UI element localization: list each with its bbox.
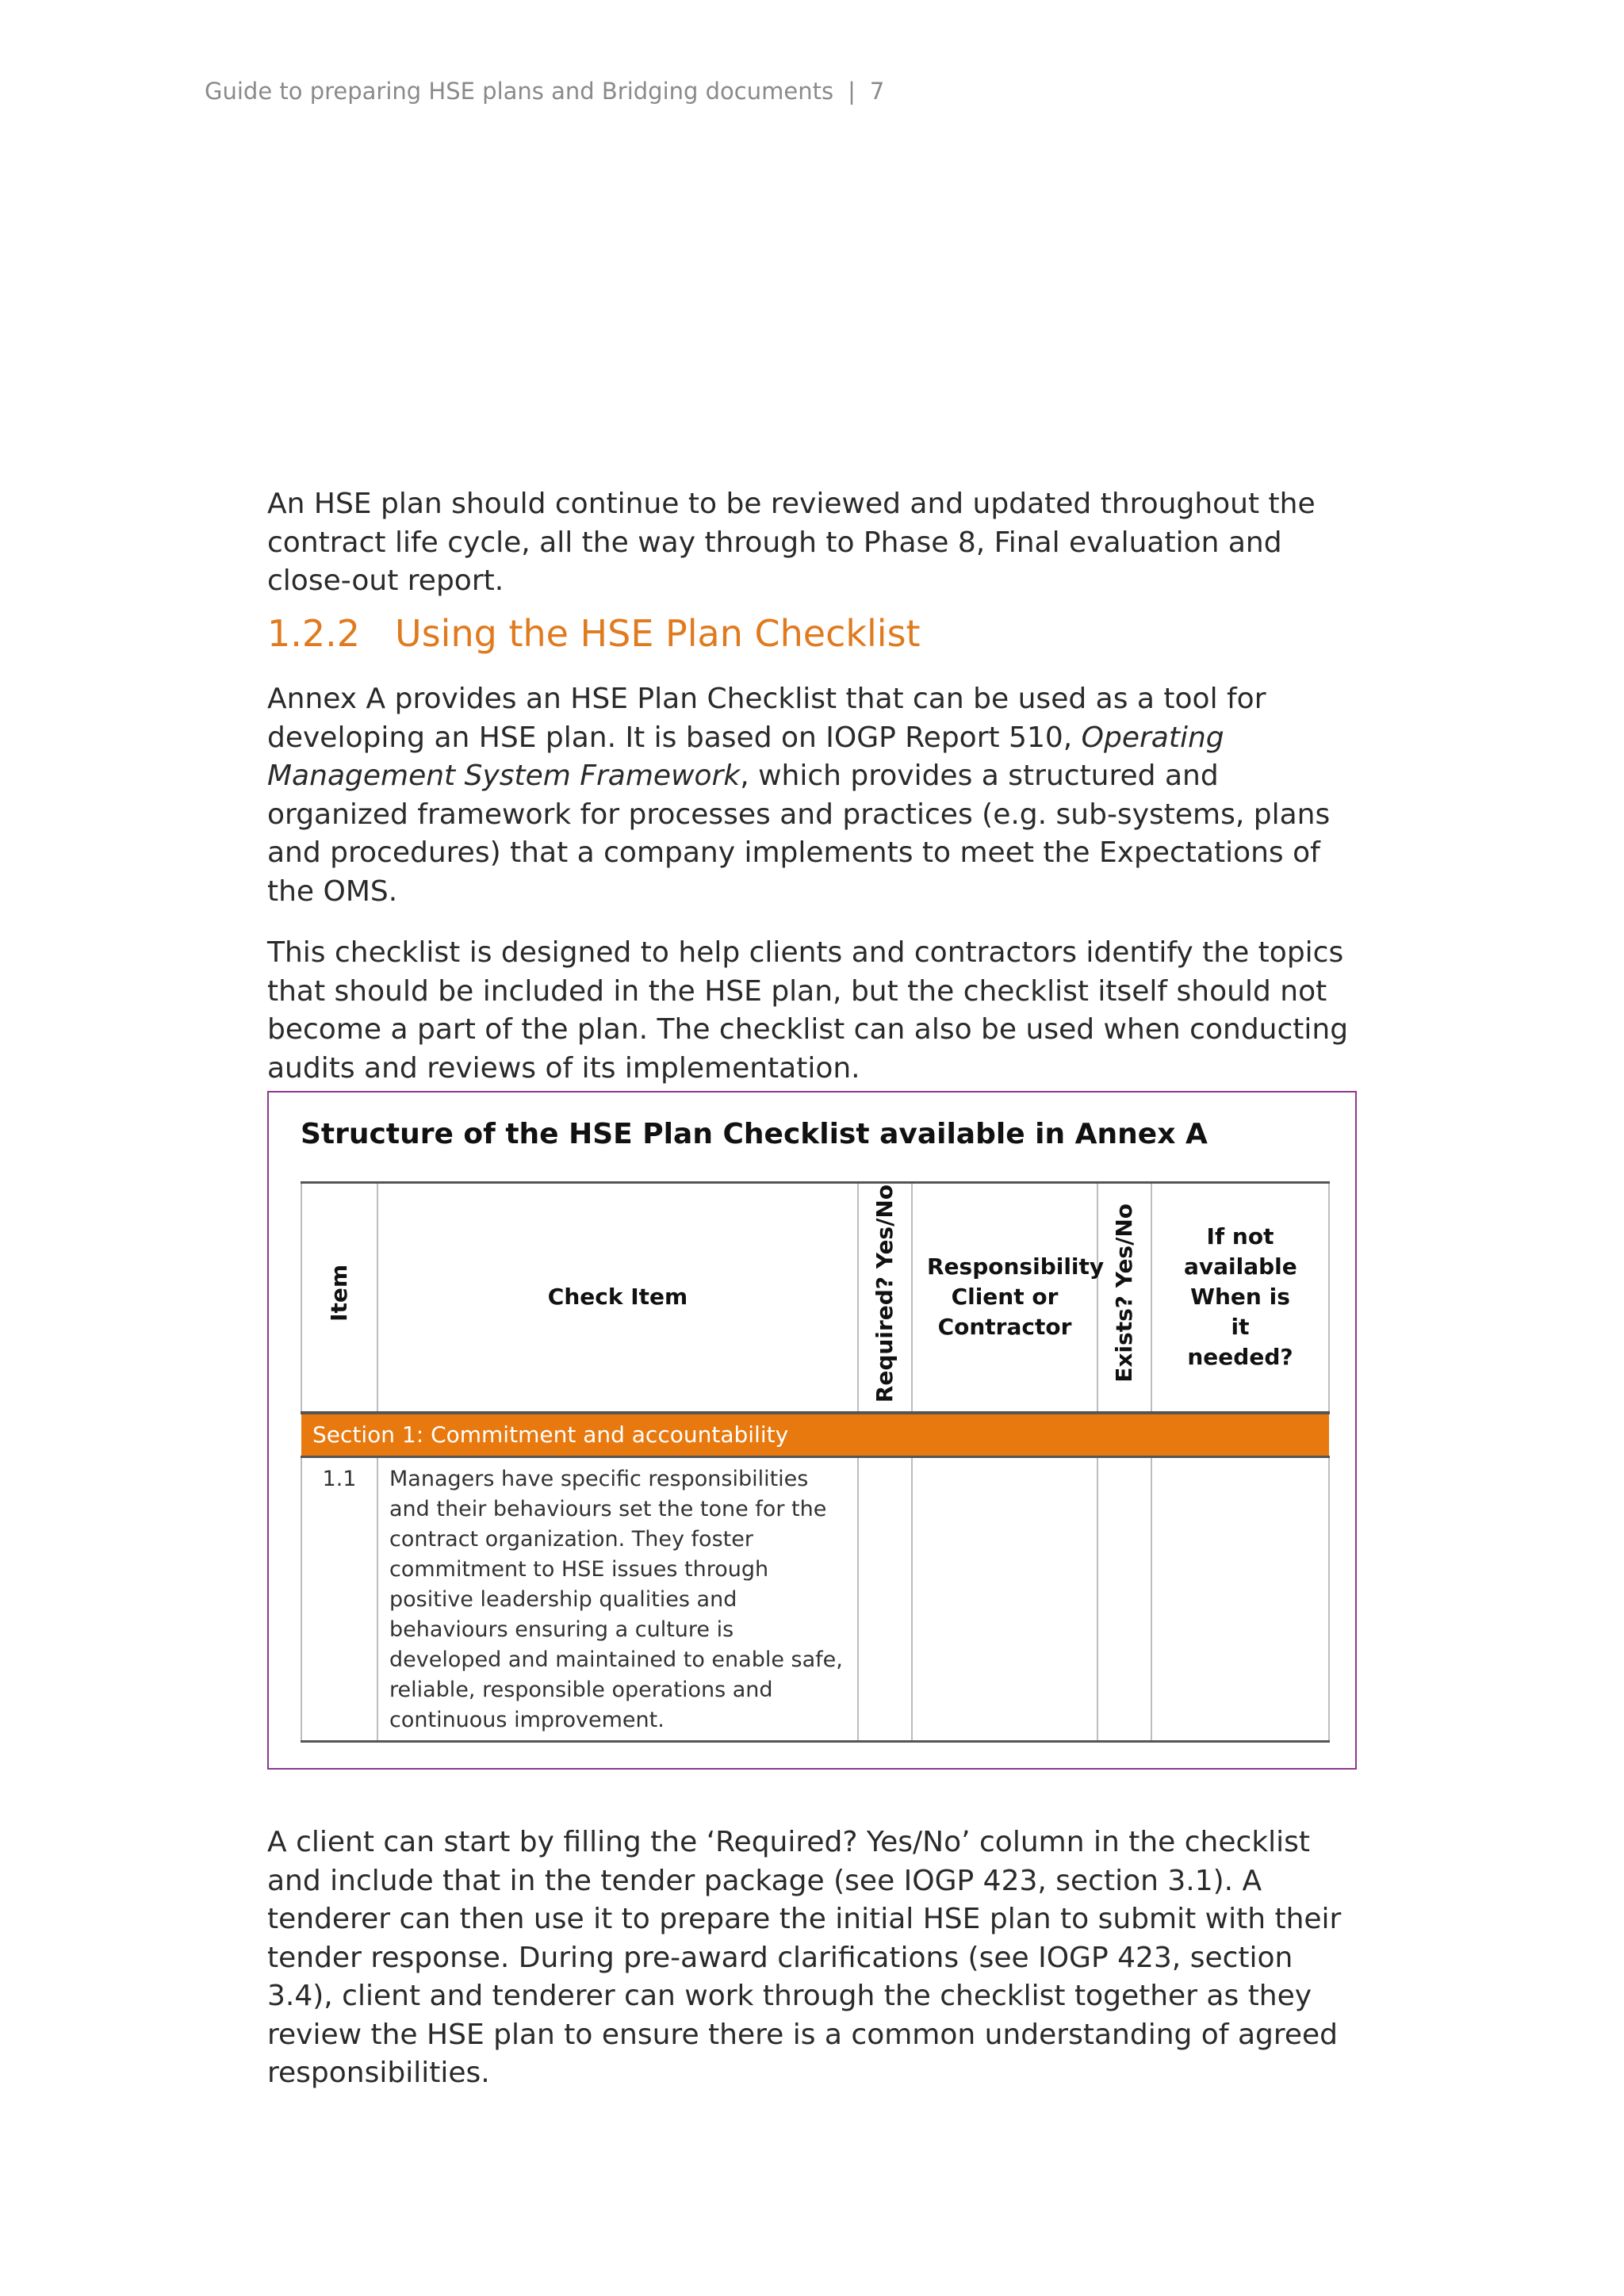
column-header-exists: Exists? Yes/No xyxy=(1097,1183,1151,1413)
column-header-item: Item xyxy=(301,1183,377,1413)
intro-paragraph: An HSE plan should continue to be reviewed and updated throughout the contract life cycle, all the way through to Phase 8, Final evaluation and close-out report. xyxy=(267,488,1316,597)
table-row xyxy=(301,1456,1329,1741)
para1-text-after: , which provides a structured and organized framework for processes and practices (e.g. sub-systems, plans and procedures) that a company implements to meet the Expectations of the OMS. xyxy=(267,760,1331,908)
paragraph-annex-a xyxy=(267,680,1362,911)
header-separator: | xyxy=(848,78,856,105)
section-title: Using the HSE Plan Checklist xyxy=(395,612,921,655)
row-item-number: 1.1 xyxy=(301,1456,377,1741)
row-exists-cell xyxy=(1097,1456,1151,1741)
running-header xyxy=(205,78,884,105)
checklist-structure-table xyxy=(301,1181,1330,1743)
callout-title: Structure of the HSE Plan Checklist available in Annex A xyxy=(301,1118,1208,1150)
row-responsibility-cell xyxy=(912,1456,1097,1741)
checklist-callout-box xyxy=(267,1091,1357,1770)
section-body xyxy=(267,680,1362,1088)
row-if-not-available-cell xyxy=(1151,1456,1329,1741)
section-heading xyxy=(267,612,921,655)
paragraph-checklist-purpose: This checklist is designed to help clients and contractors identify the topics that should be included in the HSE plan, but the checklist itself should not become a part of the plan. The checklist can also be used when conducting audits and reviews of its implementation. xyxy=(267,936,1349,1085)
section-row xyxy=(301,1413,1329,1457)
column-header-required: Required? Yes/No xyxy=(858,1183,912,1413)
row-required-cell xyxy=(858,1456,912,1741)
document-title: Guide to preparing HSE plans and Bridging documents xyxy=(205,78,834,105)
column-header-check-item: Check Item xyxy=(377,1183,858,1413)
column-header-responsibility: Responsibility Client or Contractor xyxy=(912,1183,1097,1413)
closing-block xyxy=(267,1823,1362,2093)
section-number: 1.2.2 xyxy=(267,612,361,655)
closing-paragraph: A client can start by filling the ‘Required? Yes/No’ column in the checklist and include that in the tender package (see IOGP 423, section 3.1). A tenderer can then use it to prepare the initial HSE plan to submit with their tender response. During pre-award clarifications (see IOGP 423, section 3.4), client and tenderer can work through the checklist together as they review the HSE plan to ensure there is a common understanding of agreed responsibilities. xyxy=(267,1826,1342,2089)
report-title-italic: Operating Management System Framework xyxy=(267,721,1224,792)
para1-text-before: Annex A provides an HSE Plan Checklist that can be used as a tool for developing an HSE plan. It is based on IOGP Report 510, xyxy=(267,683,1266,754)
column-header-if-not-available: If not available When is it needed? xyxy=(1151,1183,1329,1413)
row-check-item-text: Managers have specific responsibilities and their behaviours set the tone for the contract organization. They foster commitment to HSE issues through positive leadership qualities and behaviours ensuring a culture is developed and maintained to enable safe, reliable, responsible operations and continuous improvement. xyxy=(377,1456,858,1741)
table-header-row xyxy=(301,1183,1329,1413)
section-row-label: Section 1: Commitment and accountability xyxy=(301,1413,1329,1457)
intro-block xyxy=(267,485,1362,601)
page-number: 7 xyxy=(869,78,885,105)
